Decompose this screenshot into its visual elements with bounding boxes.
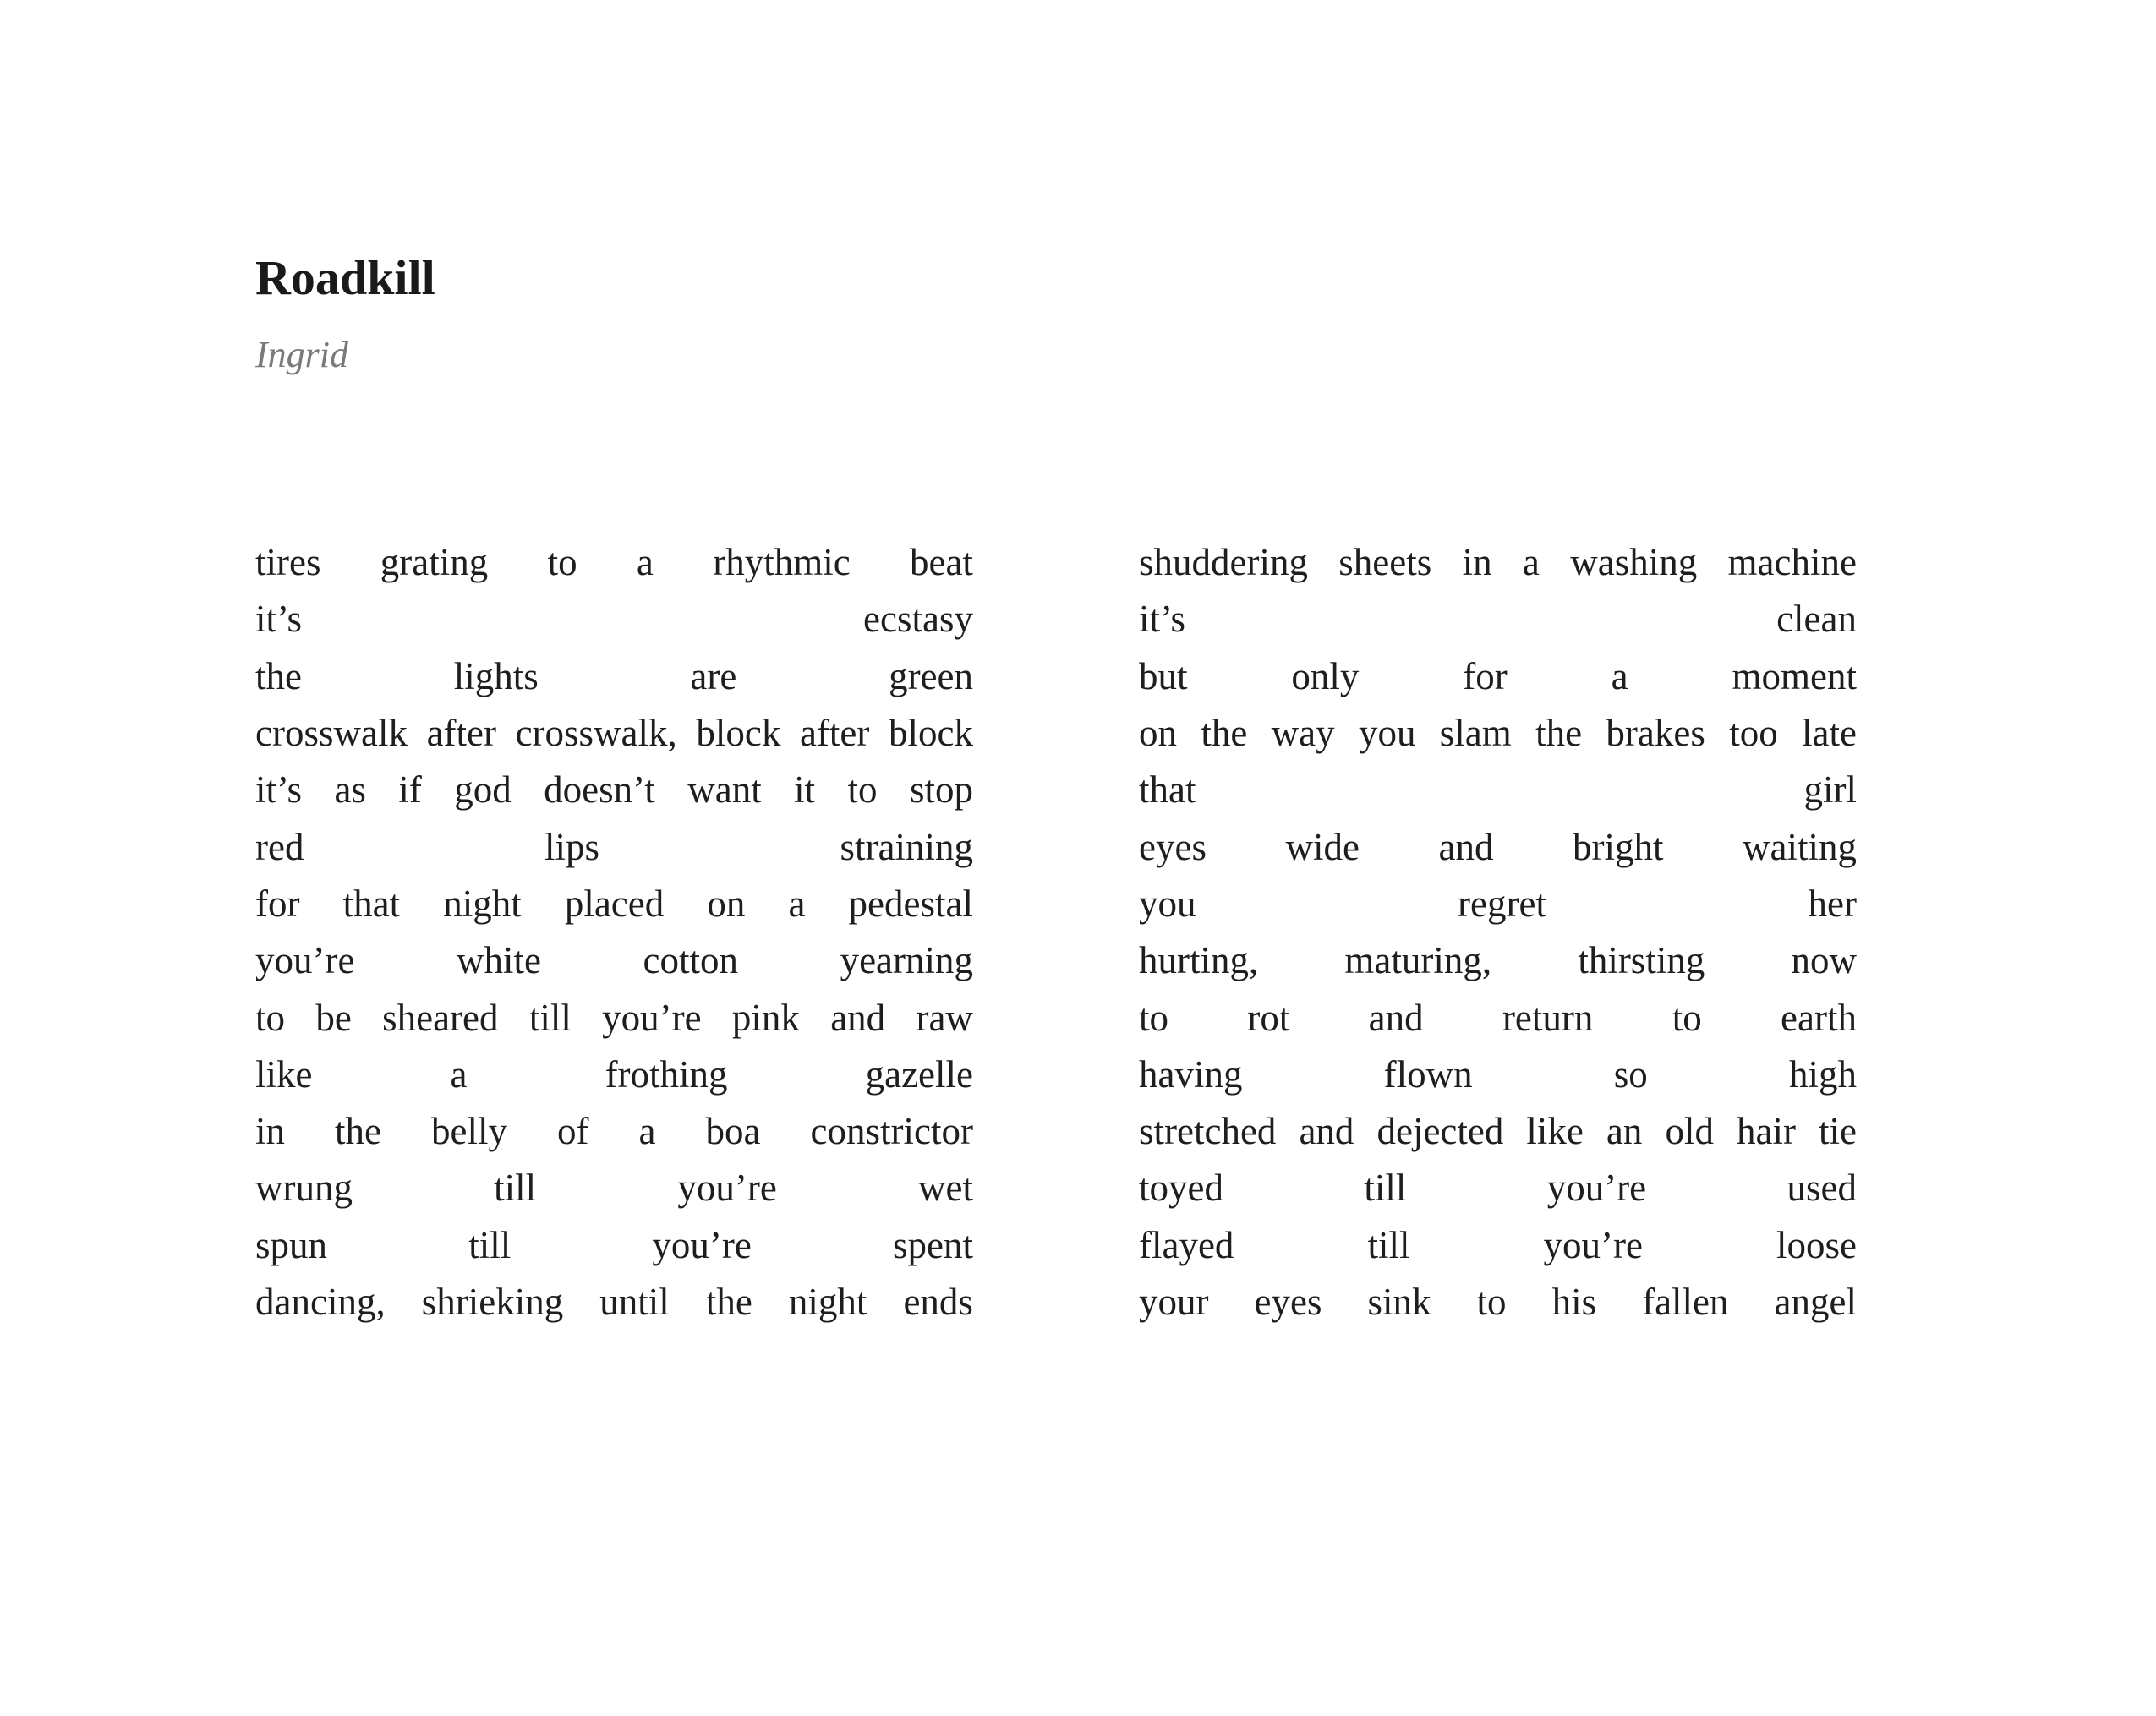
poem-word: you’re	[1543, 1223, 1643, 1266]
poem-line	[255, 762, 973, 818]
poem-word: tie	[1818, 1110, 1857, 1153]
poem-line	[255, 705, 973, 762]
poem-word: having	[1139, 1052, 1243, 1096]
poem-word: of	[557, 1110, 589, 1153]
poem-line	[255, 876, 973, 932]
poem-word: sheared	[382, 996, 499, 1039]
poem-word: clean	[1776, 598, 1857, 641]
poem-word: old	[1665, 1110, 1714, 1153]
poem-word: her	[1808, 882, 1857, 925]
poem-word: yearning	[840, 939, 973, 982]
poem-word: shuddering	[1139, 541, 1308, 584]
poem-word: you’re	[1546, 1167, 1647, 1210]
poem-word: it’s	[1139, 598, 1186, 641]
poem-word: you	[1358, 712, 1416, 755]
poem-word: straining	[840, 825, 973, 868]
poem-word: to	[547, 541, 577, 584]
poem-word: to	[1139, 996, 1169, 1039]
poem-line	[1139, 1103, 1857, 1160]
poem-word: to	[1672, 996, 1702, 1039]
poem-title: Roadkill	[255, 250, 435, 305]
poem-word: hurting,	[1139, 939, 1259, 982]
poem-word: until	[599, 1281, 670, 1323]
poem-word: pedestal	[848, 882, 973, 925]
poem-word: eyes	[1254, 1281, 1322, 1323]
poem-word: you’re	[652, 1223, 752, 1266]
poem-word: boa	[705, 1110, 761, 1153]
poem-word: hair	[1736, 1110, 1796, 1153]
poem-word: cotton	[643, 939, 739, 982]
poem-line	[1139, 705, 1857, 762]
poem-line	[255, 591, 973, 648]
poem-word: after	[799, 712, 870, 755]
poem-word: belly	[431, 1110, 508, 1153]
poem-word: dejected	[1376, 1110, 1504, 1153]
poem-word: only	[1291, 654, 1360, 697]
poem-word: raw	[916, 996, 973, 1039]
poem-word: a	[638, 1110, 656, 1153]
poem-line	[255, 648, 973, 705]
poem-word: it	[794, 768, 816, 812]
poem-word: you’re	[255, 939, 355, 982]
poem-word: dancing,	[255, 1281, 386, 1323]
poem-word: in	[1462, 541, 1492, 584]
poem-word: washing	[1570, 541, 1698, 584]
poem-word: tires	[255, 541, 321, 584]
poem-word: the	[255, 654, 302, 697]
poem-line	[255, 818, 973, 875]
poem-word: red	[255, 825, 304, 868]
poem-line	[1139, 1217, 1857, 1274]
poem-word: it’s	[255, 598, 303, 641]
poem-word: regret	[1458, 882, 1546, 925]
poem-word: are	[690, 654, 737, 697]
poem-word: for	[255, 882, 300, 925]
poem-line	[255, 1103, 973, 1160]
poem-word: placed	[564, 882, 665, 925]
poem-word: stretched	[1139, 1110, 1277, 1153]
poem-word: a	[636, 541, 654, 584]
poem-word: green	[889, 654, 973, 697]
poem-line	[1139, 1274, 1857, 1331]
poem-word: crosswalk,	[515, 712, 677, 755]
poem-word: on	[707, 882, 746, 925]
poem-word: if	[398, 768, 422, 812]
poem-column-left	[255, 534, 973, 1331]
poem-word: a	[1611, 654, 1628, 697]
poem-word: high	[1788, 1052, 1857, 1096]
poem-word: you	[1139, 882, 1196, 925]
poem-word: and	[1299, 1110, 1354, 1153]
poem-word: a	[788, 882, 806, 925]
poem-word: used	[1787, 1167, 1857, 1210]
poem-line	[1139, 818, 1857, 875]
poem-line	[1139, 762, 1857, 818]
poem-word: thirsting	[1578, 939, 1705, 982]
poem-word: machine	[1727, 541, 1857, 584]
poem-word: as	[334, 768, 366, 812]
poem-word: to	[847, 768, 878, 812]
poem-word: block	[696, 712, 781, 755]
poem-word: ends	[903, 1281, 973, 1323]
poem-column-right	[1139, 534, 1857, 1331]
poem-word: maturing,	[1344, 939, 1492, 982]
poem-word: after	[426, 712, 496, 755]
poem-word: doesn’t	[544, 768, 655, 812]
poem-word: wet	[918, 1167, 973, 1210]
poem-word: sink	[1367, 1281, 1431, 1323]
poem-word: eyes	[1139, 825, 1207, 868]
poem-word: spun	[255, 1223, 328, 1266]
poem-word: wrung	[255, 1167, 353, 1210]
poem-word: god	[454, 768, 512, 812]
poem-word: and	[1368, 996, 1424, 1039]
poem-word: be	[315, 996, 352, 1039]
poem-word: return	[1502, 996, 1594, 1039]
poem-word: bright	[1572, 825, 1664, 868]
poem-word: earth	[1781, 996, 1857, 1039]
poem-line	[255, 1274, 973, 1331]
poem-word: frothing	[605, 1052, 728, 1096]
poem-word: an	[1606, 1110, 1643, 1153]
poem-word: but	[1139, 654, 1188, 697]
poem-word: it’s	[255, 768, 303, 812]
poem-word: crosswalk	[255, 712, 408, 755]
poem-line	[255, 1217, 973, 1274]
poem-line	[255, 932, 973, 989]
poem-word: white	[457, 939, 541, 982]
poem-word: the	[1535, 712, 1583, 755]
poem-word: loose	[1776, 1223, 1857, 1266]
poem-word: a	[1522, 541, 1540, 584]
poem-word: the	[705, 1281, 752, 1323]
poem-word: way	[1271, 712, 1335, 755]
poem-word: toyed	[1139, 1167, 1223, 1210]
poem-word: sheets	[1338, 541, 1432, 584]
poem-word: stop	[909, 768, 973, 812]
poem-word: that	[1139, 768, 1196, 812]
poem-word: till	[1367, 1223, 1410, 1266]
poem-line	[1139, 932, 1857, 989]
poem-word: constrictor	[810, 1110, 973, 1153]
poem-word: girl	[1803, 768, 1857, 812]
poem-word: on	[1139, 712, 1177, 755]
poem-word: grating	[380, 541, 489, 584]
poem-word: a	[450, 1052, 468, 1096]
poem-word: block	[888, 712, 973, 755]
poem-word: and	[830, 996, 886, 1039]
poem-word: lights	[453, 654, 539, 697]
poem-word: slam	[1439, 712, 1512, 755]
poem-line	[1139, 648, 1857, 705]
poem-word: shrieking	[421, 1281, 564, 1323]
poem-line	[1139, 534, 1857, 591]
poem-word: late	[1802, 712, 1857, 755]
poem-word: angel	[1774, 1281, 1857, 1323]
poem-word: fallen	[1642, 1281, 1729, 1323]
poem-line	[1139, 876, 1857, 932]
poem-word: lips	[544, 825, 599, 868]
poem-word: you’re	[602, 996, 702, 1039]
poem-word: his	[1551, 1281, 1597, 1323]
poem-word: brakes	[1606, 712, 1705, 755]
poem-word: the	[335, 1110, 382, 1153]
poem-word: the	[1201, 712, 1248, 755]
poem-word: like	[1526, 1110, 1584, 1153]
poem-word: to	[1476, 1281, 1507, 1323]
poem-word: rot	[1247, 996, 1290, 1039]
poem-word: and	[1438, 825, 1494, 868]
poem-author: Ingrid	[255, 334, 348, 375]
poem-word: till	[528, 996, 572, 1039]
poem-word: so	[1613, 1052, 1648, 1096]
poem-word: in	[255, 1110, 286, 1153]
poem-word: to	[255, 996, 286, 1039]
poem-word: flown	[1383, 1052, 1473, 1096]
poem-word: gazelle	[865, 1052, 973, 1096]
poem-word: till	[468, 1223, 512, 1266]
poem-word: like	[255, 1052, 313, 1096]
poem-line	[1139, 1160, 1857, 1216]
poem-line	[1139, 1047, 1857, 1103]
poem-line	[255, 989, 973, 1046]
poem-word: beat	[909, 541, 973, 584]
poem-word: waiting	[1743, 825, 1857, 868]
poem-word: night	[443, 882, 522, 925]
poem-word: till	[1364, 1167, 1407, 1210]
poem-line	[1139, 591, 1857, 648]
poem-line	[255, 1160, 973, 1216]
poem-word: spent	[893, 1223, 973, 1266]
poem-word: wide	[1285, 825, 1360, 868]
poem-line	[255, 1047, 973, 1103]
poem-word: too	[1729, 712, 1778, 755]
poem-word: now	[1791, 939, 1857, 982]
poem-word: that	[342, 882, 401, 925]
poem-word: pink	[731, 996, 800, 1039]
poem-word: you’re	[677, 1167, 777, 1210]
poem-word: ecstasy	[863, 598, 973, 641]
poem-word: night	[788, 1281, 867, 1323]
poem-line	[255, 534, 973, 591]
poem-word: flayed	[1139, 1223, 1234, 1266]
poem-word: want	[687, 768, 762, 812]
poem-word: for	[1463, 654, 1508, 697]
poem-word: rhythmic	[713, 541, 851, 584]
poem-line	[1139, 989, 1857, 1046]
poem-word: till	[494, 1167, 537, 1210]
poem-word: moment	[1732, 654, 1857, 697]
poem-word: your	[1139, 1281, 1209, 1323]
